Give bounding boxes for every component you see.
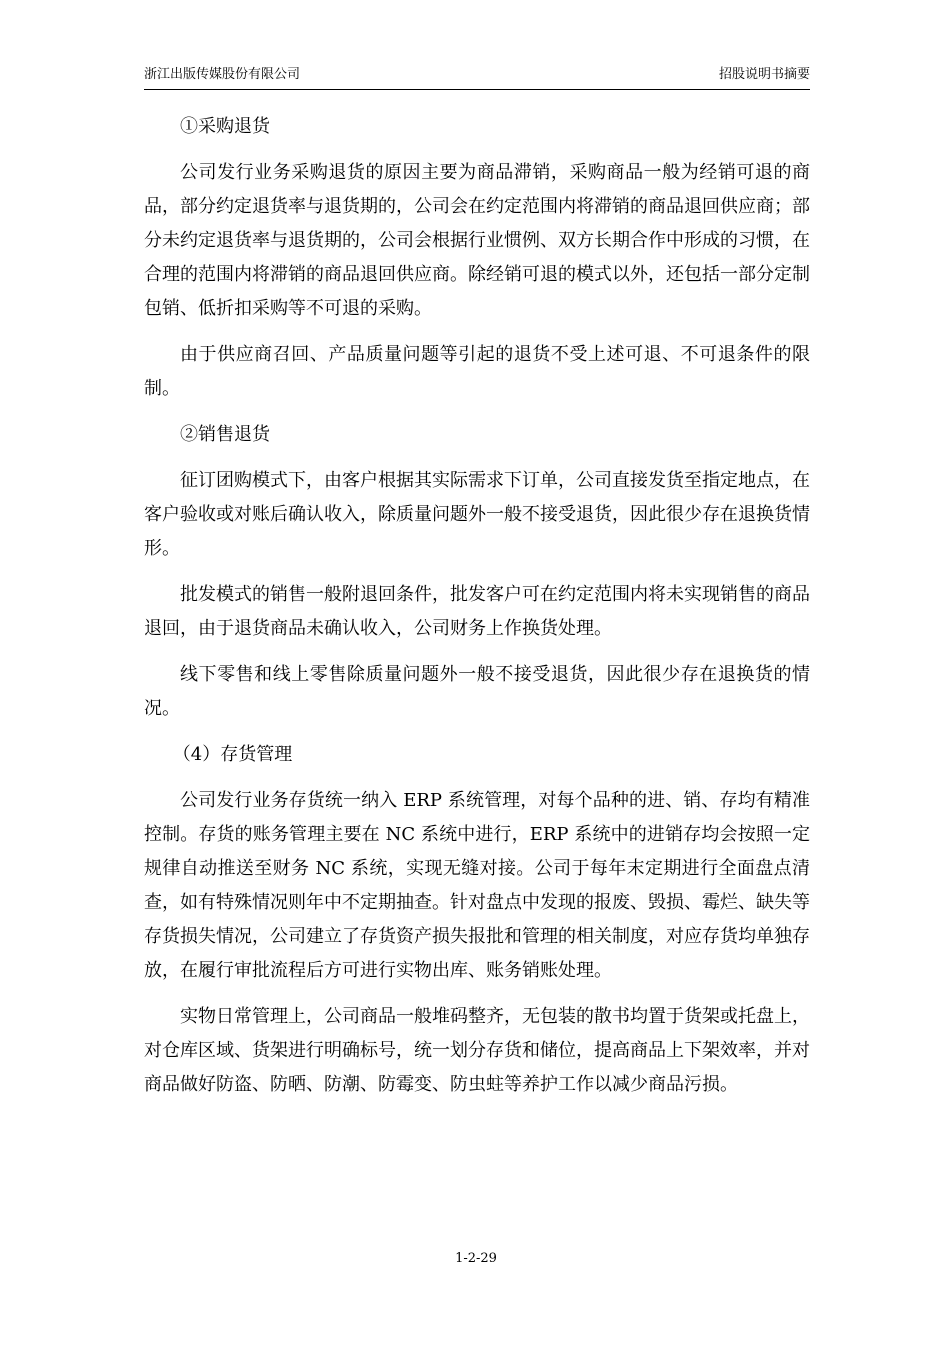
purchase-return-heading: ①采购退货 <box>180 116 270 137</box>
inventory-paragraph-1: 公司发行业务存货统一纳入 ERP 系统管理，对每个品种的进、销、存均有精准控制。存货的账务管理主要在 NC 系统中进行，ERP 系统中的进销存均会按照一定规律自动推送至财务 NC 系统，实现无缝对接。公司于每年末定期进行全面盘点清查，如有特殊情况则年中不定期抽查。针对盘点中发现的报废、毁损、霉烂、缺失等存货损失情况，公司建立了存货资产损失报批和管理的相关制度，对应存货均单独存放，在履行审批流程后方可进行实物出库、账务销账处理。 <box>144 790 810 981</box>
page-number: 1-2-29 <box>455 1251 497 1266</box>
document-title: 招股说明书摘要 <box>718 67 810 82</box>
sales-return-paragraph-2: 批发模式的销售一般附退回条件，批发客户可在约定范围内将未实现销售的商品退回，由于退货商品未确认收入，公司财务上作换货处理。 <box>144 584 810 639</box>
company-name: 浙江出版传媒股份有限公司 <box>144 67 301 82</box>
purchase-return-paragraph-1: 公司发行业务采购退货的原因主要为商品滞销，采购商品一般为经销可退的商品，部分约定退货率与退货期的，公司会在约定范围内将滞销的商品退回供应商；部分未约定退货率与退货期的，公司会根据行业惯例、双方长期合作中形成的习惯，在合理的范围内将滞销的商品退回供应商。除经销可退的模式以外，还包括一部分定制包销、低折扣采购等不可退的采购。 <box>144 162 810 319</box>
sales-return-heading: ②销售退货 <box>180 424 270 445</box>
inventory-paragraph-2: 实物日常管理上，公司商品一般堆码整齐，无包装的散书均置于货架或托盘上，对仓库区域、货架进行明确标号，统一划分存货和储位，提高商品上下架效率，并对商品做好防盗、防晒、防潮、防霉变、防虫蛀等养护工作以减少商品污损。 <box>144 1006 810 1095</box>
page-header <box>144 64 810 90</box>
document-body <box>144 110 810 1114</box>
sales-return-paragraph-3: 线下零售和线上零售除质量问题外一般不接受退货，因此很少存在退换货的情况。 <box>144 664 810 719</box>
sales-return-paragraph-1: 征订团购模式下，由客户根据其实际需求下订单，公司直接发货至指定地点，在客户验收或对账后确认收入，除质量问题外一般不接受退货，因此很少存在退换货情形。 <box>144 470 810 559</box>
inventory-management-heading: （4）存货管理 <box>172 744 293 765</box>
purchase-return-paragraph-2: 由于供应商召回、产品质量问题等引起的退货不受上述可退、不可退条件的限制。 <box>144 344 810 399</box>
